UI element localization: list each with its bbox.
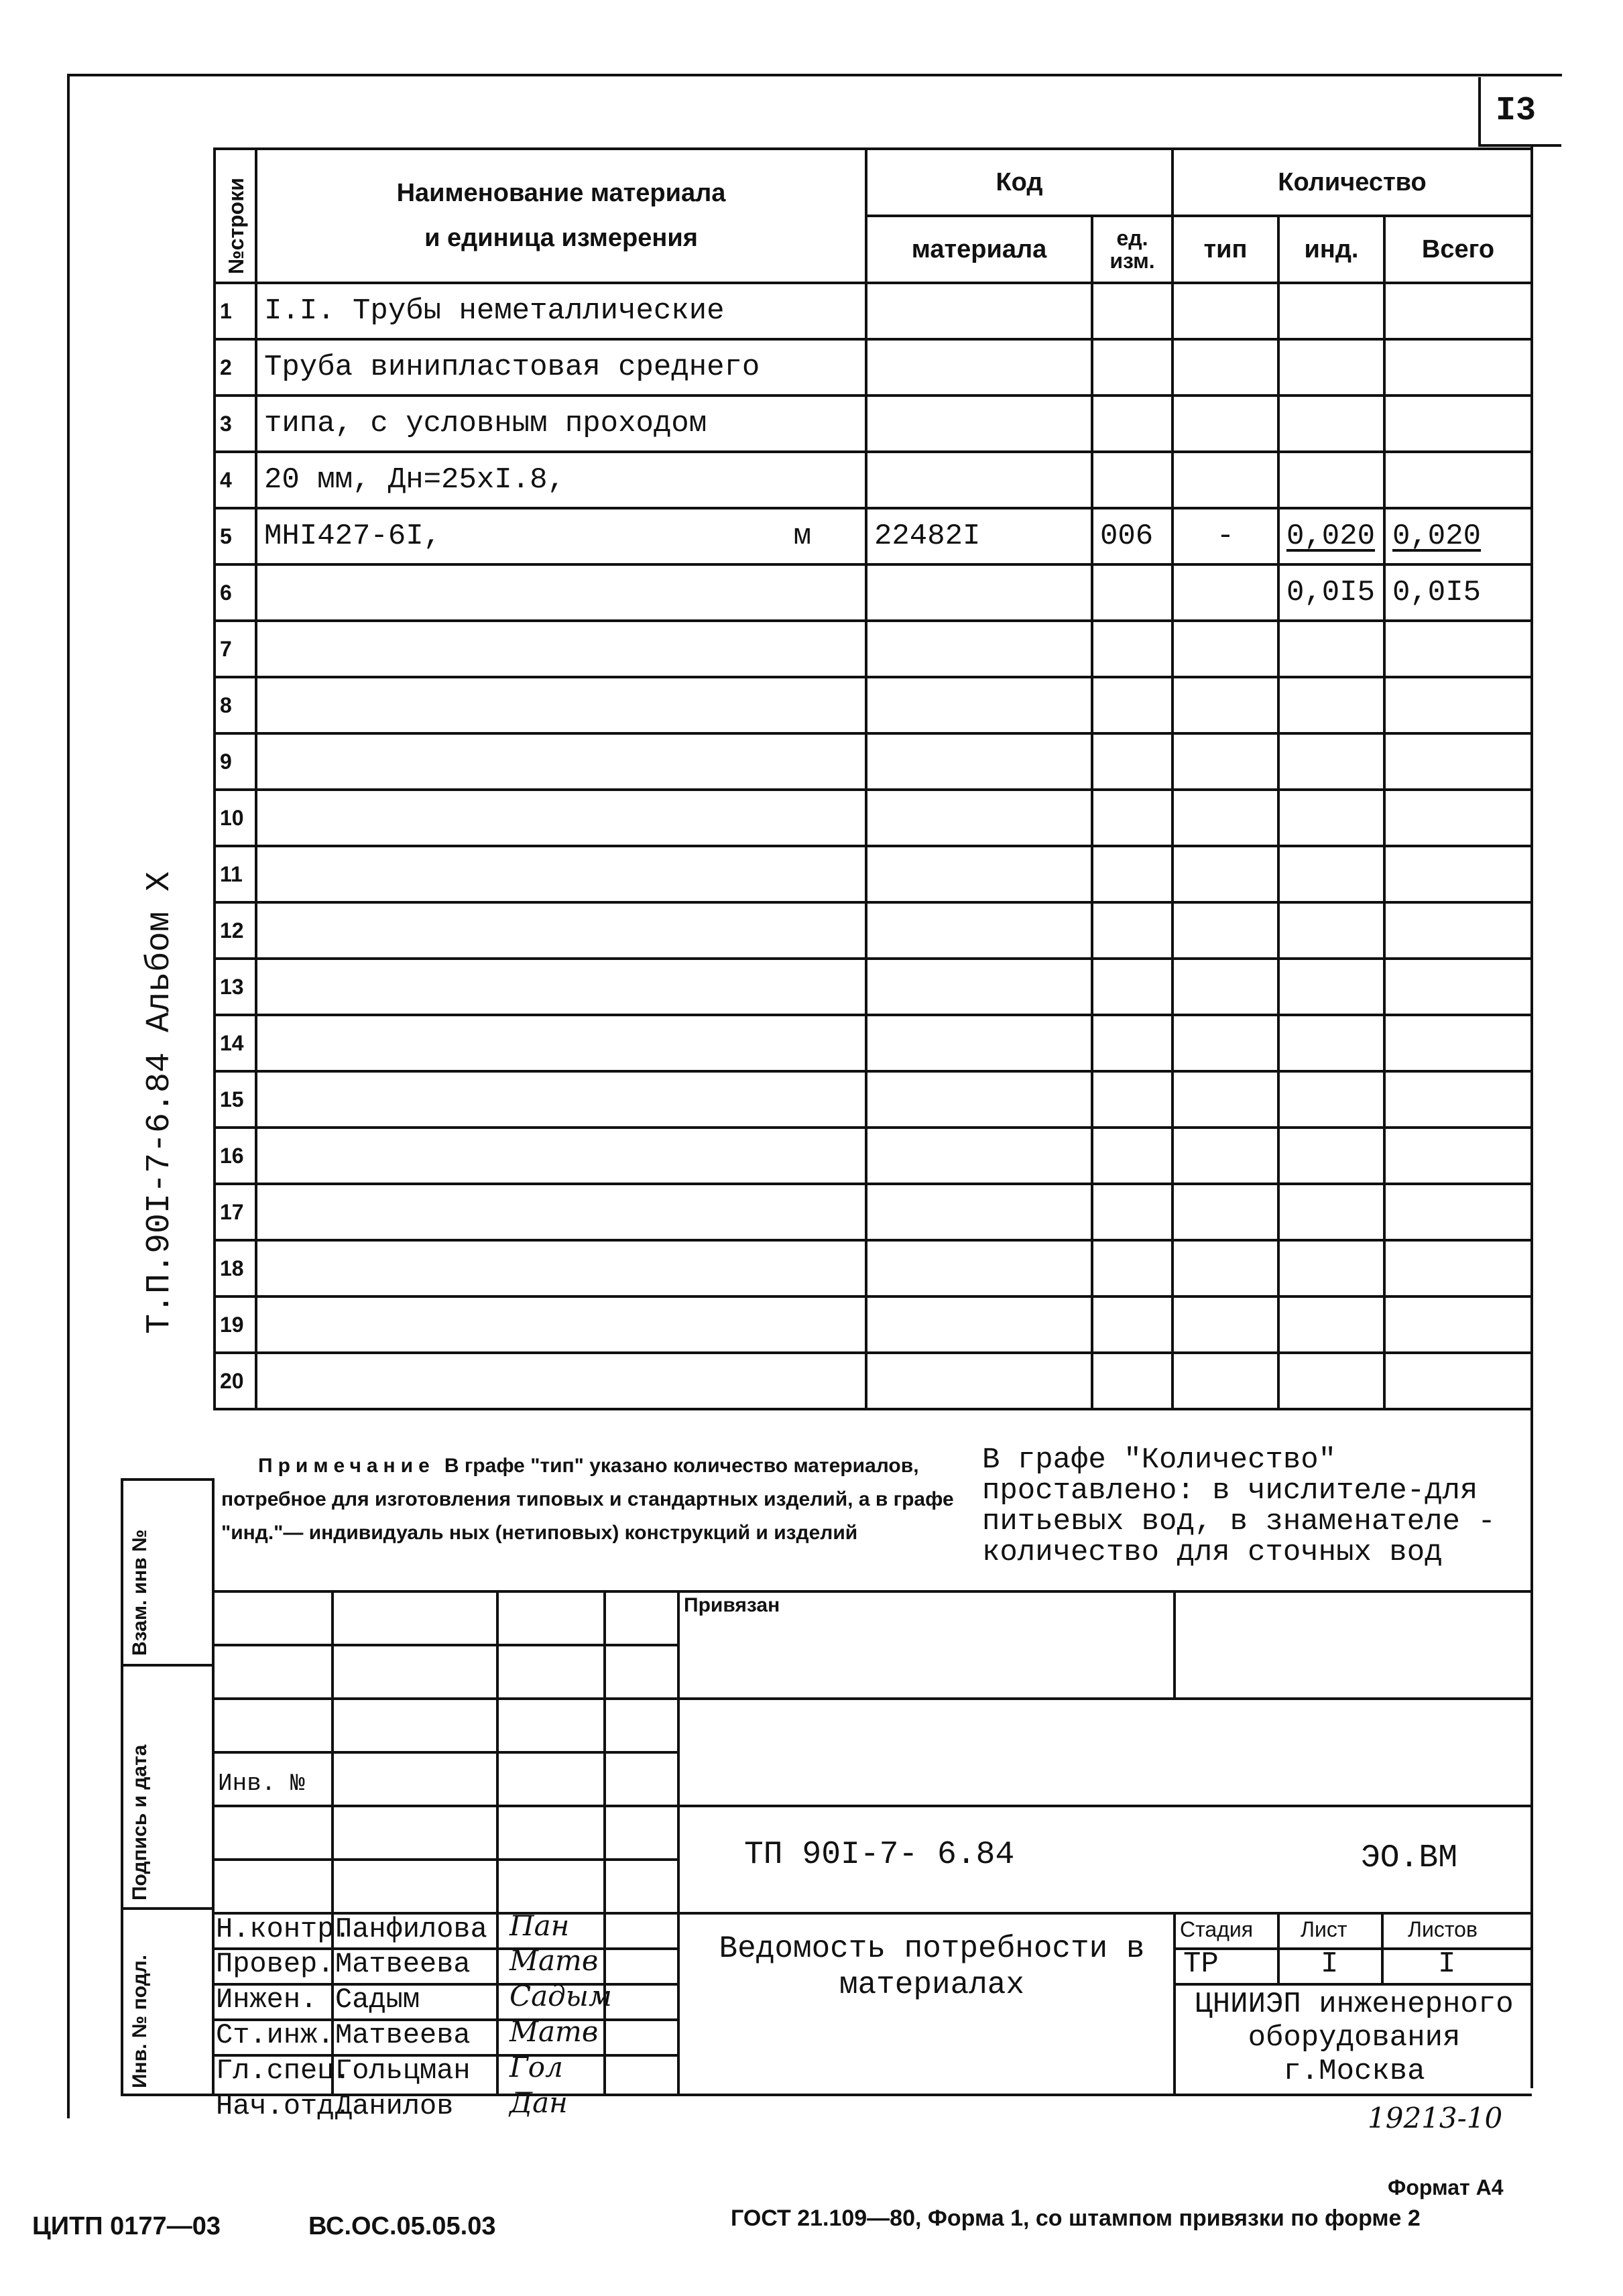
organization: ЦНИИЭП инженерного оборудования г.Москва [1195, 1988, 1514, 2088]
material-code [866, 621, 1092, 677]
total-qty: 0,020 [1384, 508, 1532, 564]
material-code [866, 1071, 1092, 1128]
individual-qty: 0,0I5 [1278, 564, 1384, 621]
stamp-h-stage [1173, 1947, 1530, 1950]
material-name [256, 621, 866, 677]
table-row [215, 1184, 1532, 1240]
table-row [215, 959, 1532, 1015]
stamp-h2 [213, 1697, 1530, 1700]
attached-label: Привязан [684, 1594, 780, 1616]
material-code [866, 1184, 1092, 1240]
table-row [215, 1071, 1532, 1128]
type-qty [1173, 677, 1278, 733]
row-number: 7 [215, 621, 256, 677]
type-qty [1173, 283, 1278, 339]
header-material: материала [866, 216, 1092, 283]
table-row [215, 846, 1532, 902]
material-code [866, 846, 1092, 902]
header-quantity: Количество [1173, 149, 1532, 216]
unit-code [1092, 283, 1173, 339]
table-row [215, 621, 1532, 677]
staff-name: Матвеева [335, 1948, 471, 1980]
stamp-h4 [213, 1805, 1530, 1807]
stamp-v-stage1 [1277, 1912, 1280, 1983]
side-label-signature: Подпись и дата [129, 1744, 151, 1900]
unit-code [1092, 1071, 1173, 1128]
header-unit: ед. изм. [1092, 216, 1173, 283]
header-total: Всего [1384, 216, 1532, 283]
sheets-label: Листов [1408, 1917, 1478, 1941]
material-code [866, 339, 1092, 396]
note-left [221, 1449, 965, 1550]
total-qty: 0,0I5 [1384, 564, 1532, 621]
type-qty [1173, 621, 1278, 677]
table-row [215, 1240, 1532, 1296]
unit-code [1092, 452, 1173, 508]
material-code [866, 1353, 1092, 1409]
individual-qty [1278, 790, 1384, 846]
unit-code: 006 [1092, 508, 1173, 564]
material-name [256, 1296, 866, 1353]
total-qty [1384, 1015, 1532, 1071]
row-number: 6 [215, 564, 256, 621]
material-name [256, 959, 866, 1015]
individual-qty [1278, 902, 1384, 959]
note-heading: Примечание [258, 1455, 435, 1477]
table-row [215, 339, 1532, 396]
stage-value: ТР [1183, 1947, 1219, 1981]
row-number: 8 [215, 677, 256, 733]
material-name [256, 1015, 866, 1071]
sheets-value: I [1438, 1947, 1456, 1981]
material-name [256, 1184, 866, 1240]
type-qty [1173, 1071, 1278, 1128]
table-row [215, 508, 1532, 564]
staff-signature: Дан [509, 2086, 568, 2119]
material-name [256, 1353, 866, 1409]
individual-qty [1278, 959, 1384, 1015]
sheet-value: I [1321, 1947, 1339, 1981]
row-number: 13 [215, 959, 256, 1015]
staff-role: Н.контр. [216, 1913, 351, 1945]
total-qty [1384, 1184, 1532, 1240]
material-code [866, 396, 1092, 452]
individual-qty [1278, 1240, 1384, 1296]
frame-left [67, 74, 70, 2118]
material-code [866, 1296, 1092, 1353]
header-code: Код [866, 149, 1173, 216]
type-qty [1173, 564, 1278, 621]
material-name [256, 564, 866, 621]
staff-name: Панфилова [335, 1913, 487, 1945]
album-label: Т.П.90I-7-6.84 Альбом X [141, 871, 179, 1334]
row-number: 9 [215, 733, 256, 790]
individual-qty: 0,020 [1278, 508, 1384, 564]
row-number: 17 [215, 1184, 256, 1240]
unit-code [1092, 339, 1173, 396]
side-label-replace: Взам. инв № [129, 1529, 151, 1656]
unit-code [1092, 846, 1173, 902]
materials-table [213, 147, 1533, 1410]
individual-qty [1278, 846, 1384, 902]
side-sep-2 [121, 1664, 215, 1667]
sheet-number: I3 [1496, 92, 1537, 130]
individual-qty [1278, 1184, 1384, 1240]
total-qty [1384, 959, 1532, 1015]
staff-role: Нач.отд. [216, 2090, 351, 2122]
unit-code [1092, 1240, 1173, 1296]
individual-qty [1278, 339, 1384, 396]
table-row [215, 902, 1532, 959]
type-qty [1173, 846, 1278, 902]
note-left-text: В графе "тип" указано количество материалов, потребное для изготовления типовых и стандартных изделий, а в графе "инд."— индивидуаль ных (нетиповых) конструкций и изделий [221, 1455, 954, 1544]
unit-code [1092, 621, 1173, 677]
total-qty [1384, 621, 1532, 677]
header-name: Наименование материала и единица измерения [256, 149, 866, 283]
type-qty [1173, 1353, 1278, 1409]
row-number: 12 [215, 902, 256, 959]
staff-name: Данилов [335, 2090, 454, 2122]
total-qty [1384, 339, 1532, 396]
individual-qty [1278, 1128, 1384, 1184]
table-row [215, 1296, 1532, 1353]
note-right-text: В графе "Количество" проставлено: в числителе-для питьевых вод, в знаменателе - количество для сточных вод [982, 1443, 1496, 1569]
total-qty [1384, 1240, 1532, 1296]
unit-code [1092, 959, 1173, 1015]
material-code [866, 564, 1092, 621]
table-row [215, 677, 1532, 733]
total-qty [1384, 396, 1532, 452]
type-qty [1173, 733, 1278, 790]
row-number: 11 [215, 846, 256, 902]
doc-mark: ЭО.ВМ [1361, 1840, 1458, 1876]
side-sep-3 [121, 1907, 215, 1910]
footer-code: ВС.ОС.05.05.03 [308, 2212, 496, 2240]
table-row [215, 564, 1532, 621]
stamp-h1 [213, 1644, 678, 1646]
staff-name: Матвеева [335, 2019, 471, 2051]
row-number: 19 [215, 1296, 256, 1353]
total-qty [1384, 1353, 1532, 1409]
header-row-no: №строки [215, 149, 256, 283]
unit-code [1092, 564, 1173, 621]
doc-code: ТП 90I-7- 6.84 [744, 1837, 1015, 1873]
unit-code [1092, 1184, 1173, 1240]
type-qty [1173, 1296, 1278, 1353]
individual-qty [1278, 1071, 1384, 1128]
stamp-h3 [213, 1751, 678, 1754]
footer-right: ГОСТ 21.109—80, Форма 1, со штампом привязки по форме 2 [731, 2206, 1421, 2231]
total-qty [1384, 1071, 1532, 1128]
material-name: I.I. Трубы неметаллические [256, 283, 866, 339]
unit-mark: м [793, 520, 811, 553]
table-row [215, 790, 1532, 846]
total-qty [1384, 1296, 1532, 1353]
table-body [215, 283, 1532, 1409]
individual-qty [1278, 677, 1384, 733]
material-code [866, 1240, 1092, 1296]
stamp-h5 [213, 1858, 678, 1861]
staff-role: Ст.инж. [216, 2019, 335, 2051]
material-name [256, 1071, 866, 1128]
unit-code [1092, 1015, 1173, 1071]
material-code [866, 902, 1092, 959]
type-qty [1173, 1128, 1278, 1184]
total-qty [1384, 733, 1532, 790]
individual-qty [1278, 733, 1384, 790]
table-row [215, 733, 1532, 790]
material-code [866, 790, 1092, 846]
material-code [866, 1128, 1092, 1184]
stage-label: Стадия [1180, 1917, 1254, 1941]
material-name [256, 902, 866, 959]
unit-code [1092, 396, 1173, 452]
staff-name: Садым [335, 1984, 420, 2016]
row-number: 16 [215, 1128, 256, 1184]
total-qty [1384, 283, 1532, 339]
side-inner-line [212, 1478, 215, 2095]
unit-code [1092, 1296, 1173, 1353]
material-code [866, 677, 1092, 733]
inv-label: Инв. № [218, 1770, 305, 1797]
individual-qty [1278, 1353, 1384, 1409]
material-name: МНI427-6I, м [256, 508, 866, 564]
stamp-v5 [1173, 1590, 1176, 1697]
side-sep-1 [121, 1478, 215, 1481]
type-qty [1173, 959, 1278, 1015]
table-row [215, 283, 1532, 339]
table-row [215, 452, 1532, 508]
row-number: 18 [215, 1240, 256, 1296]
row-number: 15 [215, 1071, 256, 1128]
material-name: типа, с условным проходом [256, 396, 866, 452]
header-type: тип [1173, 216, 1278, 283]
material-name [256, 1240, 866, 1296]
row-number: 20 [215, 1353, 256, 1409]
material-name [256, 846, 866, 902]
individual-qty [1278, 396, 1384, 452]
unit-code [1092, 677, 1173, 733]
note-right [982, 1445, 1525, 1568]
material-code [866, 733, 1092, 790]
staff-role: Провер. [216, 1948, 335, 1980]
type-qty [1173, 396, 1278, 452]
type-qty: - [1173, 508, 1278, 564]
footer-left: ЦИТП 0177—03 [32, 2212, 221, 2240]
row-number: 14 [215, 1015, 256, 1071]
staff-role: Инжен. [216, 1984, 318, 2016]
material-code [866, 283, 1092, 339]
individual-qty [1278, 1015, 1384, 1071]
row-number: 2 [215, 339, 256, 396]
stamp-v-title [1173, 1912, 1176, 2094]
total-qty [1384, 677, 1532, 733]
type-qty [1173, 902, 1278, 959]
type-qty [1173, 790, 1278, 846]
material-name: Труба винипластовая среднего [256, 339, 866, 396]
table-row [215, 1128, 1532, 1184]
material-code [866, 452, 1092, 508]
handwritten-number: 19213-10 [1368, 2102, 1503, 2134]
staff-signature: Пан [509, 1909, 570, 1942]
sheet-label: Лист [1301, 1917, 1347, 1941]
individual-qty [1278, 283, 1384, 339]
table-row [215, 1015, 1532, 1071]
staff-signature: Гол [509, 2051, 563, 2083]
total-qty [1384, 1128, 1532, 1184]
staff-signature: Садым [509, 1980, 612, 2012]
individual-qty [1278, 452, 1384, 508]
note-bottom-line [213, 1590, 1530, 1593]
individual-qty [1278, 1296, 1384, 1353]
side-column-line [121, 1478, 123, 2095]
type-qty [1173, 339, 1278, 396]
side-label-inventory: Инв. № подл. [129, 1954, 151, 2088]
table-row [215, 1353, 1532, 1409]
material-code [866, 959, 1092, 1015]
format-label: Формат А4 [1388, 2175, 1504, 2199]
row-number: 10 [215, 790, 256, 846]
type-qty [1173, 1015, 1278, 1071]
row-number: 5 [215, 508, 256, 564]
material-name [256, 790, 866, 846]
unit-code [1092, 1353, 1173, 1409]
row-number: 1 [215, 283, 256, 339]
staff-role: Гл.спец. [216, 2055, 351, 2087]
individual-qty [1278, 621, 1384, 677]
frame-top [67, 74, 1562, 76]
table-row [215, 396, 1532, 452]
row-number: 3 [215, 396, 256, 452]
type-qty [1173, 1240, 1278, 1296]
material-code: 22482I [866, 508, 1092, 564]
unit-code [1092, 790, 1173, 846]
material-name [256, 677, 866, 733]
type-qty [1173, 1184, 1278, 1240]
document-title: Ведомость потребности в материалах [719, 1931, 1145, 2002]
staff-signature: Матв [509, 2015, 599, 2048]
unit-code [1092, 1128, 1173, 1184]
total-qty [1384, 902, 1532, 959]
total-qty [1384, 846, 1532, 902]
material-name: 20 мм, Дн=25хI.8, [256, 452, 866, 508]
total-qty [1384, 452, 1532, 508]
stamp-h-stage2 [1173, 1983, 1530, 1986]
staff-name: Гольцман [335, 2055, 471, 2087]
material-code [866, 1015, 1092, 1071]
type-qty [1173, 452, 1278, 508]
header-individual: инд. [1278, 216, 1384, 283]
total-qty [1384, 790, 1532, 846]
stamp-v-stage2 [1381, 1912, 1384, 1983]
staff-signature: Матв [509, 1944, 599, 1977]
unit-code [1092, 733, 1173, 790]
unit-code [1092, 902, 1173, 959]
sheet-number-box [1478, 77, 1561, 147]
material-name [256, 733, 866, 790]
material-name [256, 1128, 866, 1184]
row-number: 4 [215, 452, 256, 508]
